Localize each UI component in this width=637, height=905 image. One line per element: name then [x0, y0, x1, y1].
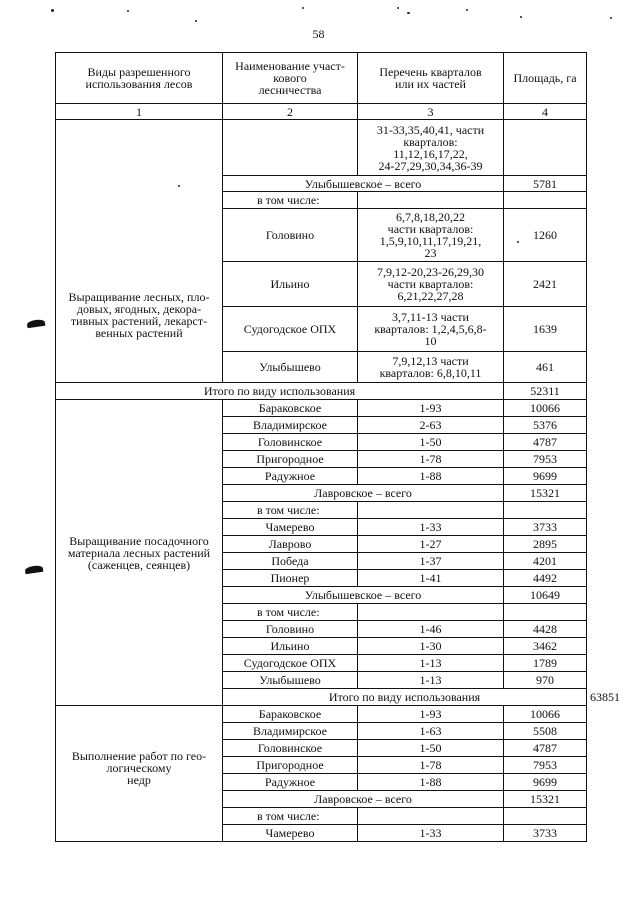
scan-speck	[407, 12, 410, 14]
quarters-cell: 1-27	[358, 536, 504, 553]
subtotal-label: Лавровское – всего	[223, 485, 504, 502]
quarters-cell: 7,9,12,13 части кварталов: 6,8,10,11	[358, 352, 504, 383]
forestry-name: Пригородное	[223, 757, 358, 774]
quarters-cell: 1-88	[358, 468, 504, 485]
hole-punch-mark	[25, 565, 44, 574]
page-number: 58	[312, 27, 325, 41]
header-forestry: Наименование участ- кового лесничества	[223, 53, 358, 104]
including-label: в том числе:	[223, 192, 358, 209]
area-cell: 15321	[504, 485, 587, 502]
quarters-cell: 1-78	[358, 757, 504, 774]
forestry-name: Владимирское	[223, 417, 358, 434]
area-cell: 4787	[504, 740, 587, 757]
total-label: Итого по виду использования	[223, 689, 587, 706]
table-row	[56, 706, 587, 723]
forestry-name: Пригородное	[223, 451, 358, 468]
quarters-cell: 1-33	[358, 825, 504, 842]
scan-speck	[520, 16, 522, 18]
quarters-cell: 2-63	[358, 417, 504, 434]
quarters-cell: 1-78	[358, 451, 504, 468]
quarters-cell: 31-33,35,40,41, части кварталов: 11,12,16,17,22, 24-27,29,30,34,36-39	[358, 120, 504, 176]
scan-speck	[610, 17, 612, 19]
quarters-cell: 1-33	[358, 519, 504, 536]
area-cell: 4787	[504, 434, 587, 451]
total-row	[56, 383, 587, 400]
scan-speck	[466, 9, 468, 11]
area-cell: 4492	[504, 570, 587, 587]
forestry-name: Радужное	[223, 468, 358, 485]
scan-speck	[302, 7, 304, 9]
area-cell: 5508	[504, 723, 587, 740]
forestry-name: Улыбышево	[223, 672, 358, 689]
area-cell: 9699	[504, 774, 587, 791]
subtotal-label: Улыбышевское – всего	[223, 587, 504, 604]
quarters-cell: 1-88	[358, 774, 504, 791]
area-cell: 3462	[504, 638, 587, 655]
forestry-name: Лаврово	[223, 536, 358, 553]
including-label: в том числе:	[223, 604, 358, 621]
quarters-cell: 1-93	[358, 400, 504, 417]
area-cell: 5376	[504, 417, 587, 434]
area-cell: 4201	[504, 553, 587, 570]
forestry-name: Головино	[223, 209, 358, 262]
col-number: 2	[223, 104, 358, 120]
table-header-row	[56, 53, 587, 104]
forestry-name: Чамерево	[223, 519, 358, 536]
col-number: 4	[504, 104, 587, 120]
including-label: в том числе:	[223, 808, 358, 825]
table-row	[56, 120, 587, 176]
use-type-cell: Выращивание лесных, пло- довых, ягодных, декора- тивных растений, лекарст- венных растений	[56, 120, 223, 383]
forestry-name: Судогодское ОПХ	[223, 307, 358, 352]
quarters-cell: 3,7,11-13 части кварталов: 1,2,4,5,6,8- 10	[358, 307, 504, 352]
quarters-cell: 1-37	[358, 553, 504, 570]
quarters-cell: 1-30	[358, 638, 504, 655]
col-number: 1	[56, 104, 223, 120]
header-quarters: Перечень кварталов или их частей	[358, 53, 504, 104]
quarters-cell: 1-93	[358, 706, 504, 723]
forest-use-table	[55, 52, 620, 842]
quarters-cell: 1-13	[358, 655, 504, 672]
quarters-cell: 1-50	[358, 434, 504, 451]
area-cell: 1260	[504, 209, 587, 262]
forestry-name: Бараковское	[223, 706, 358, 723]
area-cell: 10066	[504, 706, 587, 723]
subtotal-label: Улыбышевское – всего	[223, 176, 504, 192]
forestry-name: Владимирское	[223, 723, 358, 740]
area-cell: 970	[504, 672, 587, 689]
forestry-name: Головинское	[223, 740, 358, 757]
forestry-name: Чамерево	[223, 825, 358, 842]
area-cell: 5781	[504, 176, 587, 192]
forestry-name: Бараковское	[223, 400, 358, 417]
scan-speck	[397, 7, 399, 9]
area-cell: 9699	[504, 468, 587, 485]
forestry-name: Улыбышево	[223, 352, 358, 383]
forestry-name: Головино	[223, 621, 358, 638]
area-cell: 7953	[504, 451, 587, 468]
hole-punch-mark	[27, 319, 46, 328]
scan-speck	[127, 10, 129, 12]
col-number: 3	[358, 104, 504, 120]
including-label: в том числе:	[223, 502, 358, 519]
quarters-cell: 6,7,8,18,20,22 части кварталов: 1,5,9,10,11,17,19,21, 23	[358, 209, 504, 262]
area-cell: 7953	[504, 757, 587, 774]
subtotal-label: Лавровское – всего	[223, 791, 504, 808]
area-cell: 2421	[504, 262, 587, 307]
use-type-cell: Выполнение работ по гео- логическому недр	[56, 706, 223, 842]
area-cell: 3733	[504, 519, 587, 536]
total-row: Итого по виду использования 63851	[56, 689, 587, 706]
table-row	[56, 400, 587, 417]
area-cell: 3733	[504, 825, 587, 842]
forestry-name: Головинское	[223, 434, 358, 451]
forestry-name: Победа	[223, 553, 358, 570]
header-use-type: Виды разрешенного использования лесов	[56, 53, 223, 104]
column-number-row	[56, 104, 587, 120]
scan-speck	[195, 20, 197, 22]
area-cell: 15321	[504, 791, 587, 808]
area-cell: 52311	[504, 383, 587, 400]
area-cell: 10066	[504, 400, 587, 417]
header-area: Площадь, га	[504, 53, 587, 104]
forestry-name: Пионер	[223, 570, 358, 587]
quarters-cell: 1-63	[358, 723, 504, 740]
quarters-cell: 1-41	[358, 570, 504, 587]
quarters-cell: 1-50	[358, 740, 504, 757]
scan-speck	[51, 9, 54, 12]
quarters-cell: 1-13	[358, 672, 504, 689]
area-cell: 4428	[504, 621, 587, 638]
quarters-cell: 1-46	[358, 621, 504, 638]
area-cell: 10649	[504, 587, 587, 604]
quarters-cell: 7,9,12-20,23-26,29,30 части кварталов: 6,21,22,27,28	[358, 262, 504, 307]
total-label: Итого по виду использования	[56, 383, 504, 400]
forestry-name: Судогодское ОПХ	[223, 655, 358, 672]
forestry-name: Ильино	[223, 262, 358, 307]
forestry-name: Радужное	[223, 774, 358, 791]
forestry-name: Ильино	[223, 638, 358, 655]
area-cell: 2895	[504, 536, 587, 553]
area-cell: 1639	[504, 307, 587, 352]
area-cell: 461	[504, 352, 587, 383]
use-type-cell: Выращивание посадочного материала лесных растений (саженцев, сеянцев)	[56, 400, 223, 706]
area-cell: 1789	[504, 655, 587, 672]
